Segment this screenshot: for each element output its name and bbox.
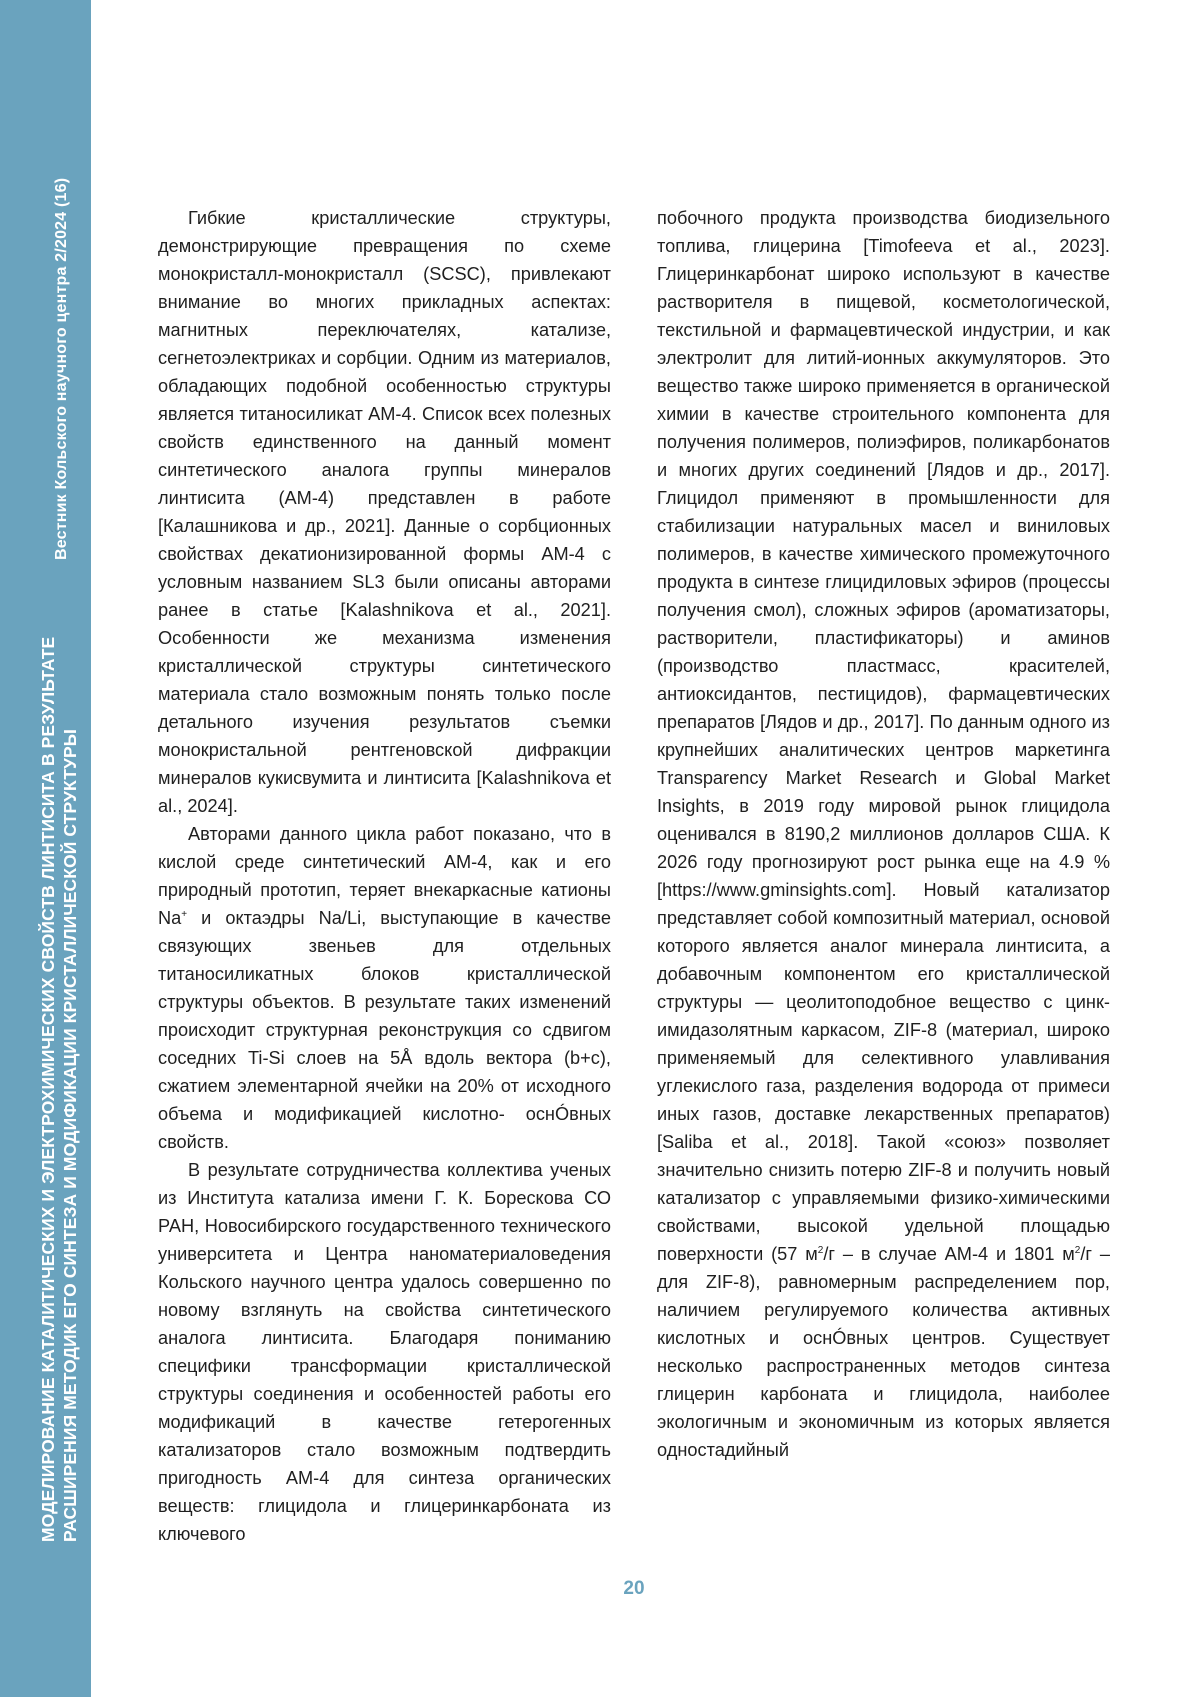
superscript-1: 2 — [817, 1244, 824, 1256]
left-text-column — [158, 204, 611, 1548]
page-number: 20 — [623, 1578, 645, 1599]
article-title-line-2: РАСШИРЕНИЯ МЕТОДИК ЕГО СИНТЕЗА И МОДИФИКАЦИИ КРИСТАЛЛИЧЕСКОЙ СТРУКТУРЫ — [60, 729, 80, 1542]
paragraph-4 — [657, 204, 1110, 1464]
article-title-line-1: МОДЕЛИРОВАНИЕ КАТАЛИТИЧЕСКИХ И ЭЛЕКТРОХИМИЧЕСКИХ СВОЙСТВ ЛИНТИСИТА В РЕЗУЛЬТАТЕ — [38, 636, 58, 1542]
paragraph-4-part-b: /г – в случае АМ-4 и 1801 м — [823, 1244, 1075, 1264]
paragraph-2 — [158, 820, 611, 1156]
paragraph-2-part-a: Авторами данного цикла работ показано, что в кислой среде синтетический АМ-4, как и его природный прототип, теряет внекаркасные катионы Na — [158, 824, 611, 928]
sodium-charge-superscript: + — [181, 908, 188, 920]
superscript-2: 2 — [1074, 1244, 1081, 1256]
paragraph-1: Гибкие кристаллические структуры, демонстрирующие превращения по схеме монокристалл-монокристалл (SCSC), привлекают внимание во многих прикладных аспектах: магнитных переключателях, катализе, сегнетоэлектриках и сорбции. Одним из материалов, обладающих подобной особенностью структуры является титаносиликат АМ-4. Список всех полезных свойств единственного на данный момент синтетического аналога группы минералов линтисита (АМ-4) представлен в работе [Калашникова и др., 2021]. Данные о сорбционных свойствах декатионизированной формы АМ-4 с условным названием SL3 были описаны авторами ранее в статье [Kalashnikova et al., 2021]. Особенности же механизма изменения кристаллической структуры синтетического материала стало возможным понять только после детального изучения результатов съемки монокристальной рентгеновской дифракции минералов кукисвумита и линтисита [Kalashnikova et al., 2024]. — [158, 208, 611, 816]
sidebar-band — [0, 0, 91, 1697]
paragraph-3: В результате сотрудничества коллектива ученых из Института катализа имени Г. К. Борескова СО РАН, Новосибирского государственного технического университета и Центра наноматериаловедения Кольского научного центра удалось совершенно по новому взглянуть на свойства синтетического аналога линтисита. Благодаря пониманию специфики трансформации кристаллической структуры соединения и особенностей работы его модификаций в качестве гетерогенных катализаторов стало возможным подтвердить пригодность АМ-4 для синтеза органических веществ: глицидола и глицеринкарбоната из ключевого — [158, 1160, 611, 1544]
paragraph-2-part-b: и октаэдры Na/Li, выступающие в качестве связующих звеньев для отдельных титаносиликатных блоков кристаллической структуры объектов. В результате таких изменений происходит структурная реконструкция со сдвигом соседних Ti-Si слоев на 5Å вдоль вектора (b+c), сжатием элементарной ячейки на 20% от исходного объема и модификацией кислотно- оснÓвных свойств. — [158, 908, 611, 1152]
journal-title: Вестник Кольского научного центра 2/2024 (16) — [53, 177, 70, 560]
paragraph-4-part-a: побочного продукта производства биодизельного топлива, глицерина [Timofeeva et al., 2023]. Глицеринкарбонат широко используют в качестве растворителя в пищевой, косметологической, текстильной и фармацевтической индустрии, и как электролит для литий-ионных аккумуляторов. Это вещество также широко применяется в органической химии в качестве строительного компонента для получения полимеров, полиэфиров, поликарбонатов и многих других соединений [Лядов и др., 2017]. Глицидол применяют в промышленности для стабилизации натуральных масел и виниловых полимеров, в качестве химического промежуточного продукта в синтезе глицидиловых эфиров (процессы получения смол), сложных эфиров (ароматизаторы, растворители, пластификаторы) и аминов (производство пластмасс, красителей, антиоксидантов, пестицидов), фармацевтических препаратов [Лядов и др., 2017]. По данным одного из крупнейших аналитических центров маркетинга Transparency Market Research и Global Market Insights, в 2019 году мировой рынок глицидола оценивался в 8190,2 миллионов долларов США. К 2026 году прогнозируют рост рынка еще на 4.9 % [https://www.gminsights.com]. Новый катализатор представляет собой композитный материал, основой которого является аналог минерала линтисита, а добавочным компонентом его кристаллической структуры — цеолитоподобное вещество с цинк-имидазолятным каркасом, ZIF-8 (материал, широко применяемый для селективного улавливания углекислого газа, разделения водорода от примеси иных газов, доставке лекарственных препаратов) [Saliba et al., 2018]. Такой «союз» позволяет значительно снизить потерю ZIF-8 и получить новый катализатор с управляемыми физико-химическими свойствами, высокой удельной площадью поверхности (57 м — [657, 208, 1110, 1264]
paragraph-4-part-c: /г – для ZIF-8), равномерным распределением пор, наличием регулируемого количества активных кислотных и оснÓвных центров. Существует несколько распространенных методов синтеза глицерин карбоната и глицидола, наиболее экологичным и экономичным из которых является одностадийный — [657, 1244, 1110, 1460]
right-text-column — [657, 204, 1110, 1464]
